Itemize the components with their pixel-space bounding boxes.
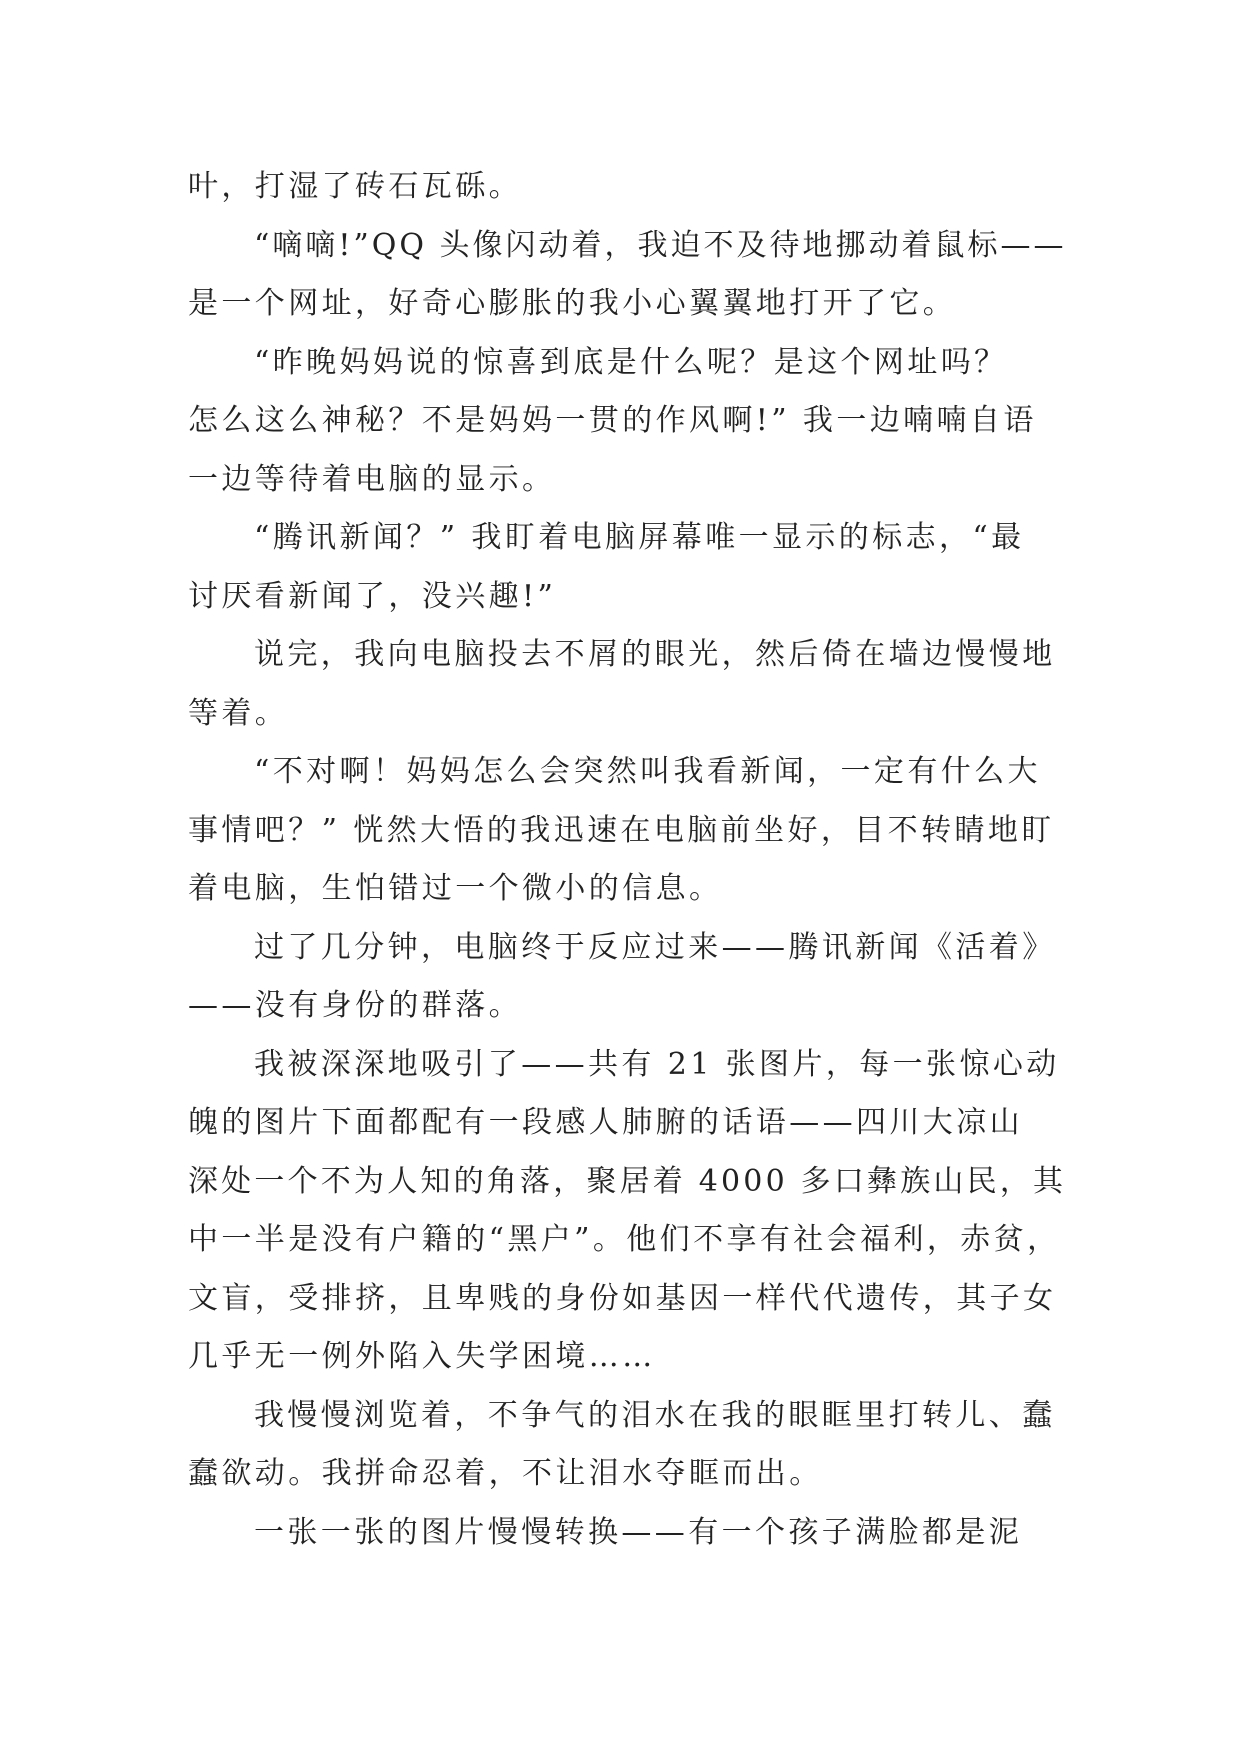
- text-line: 我慢慢浏览着，不争气的泪水在我的眼眶里打转儿、蠢: [254, 1397, 1056, 1433]
- text-line: 叶，打湿了砖石瓦砾。: [188, 169, 522, 204]
- document-body: [188, 158, 1068, 1562]
- text-line: 着电脑，生怕错过一个微小的信息。: [188, 871, 723, 906]
- text-line: 过了几分钟，电脑终于反应过来——腾讯新闻《活着》: [254, 929, 1056, 965]
- text-line: 怎么这么神秘？不是妈妈一贯的作风啊!” 我一边喃喃自语: [188, 403, 1037, 438]
- text-line: 一张一张的图片慢慢转换——有一个孩子满脸都是泥: [254, 1514, 1023, 1550]
- text-line: “腾讯新闻？” 我盯着电脑屏幕唯一显示的标志，“最: [254, 520, 1025, 555]
- text-line: 深处一个不为人知的角落，聚居着 4000 多口彝族山民，其: [188, 1163, 1067, 1199]
- text-line: 事情吧？” 恍然大悟的我迅速在电脑前坐好，目不转睛地盯: [188, 812, 1055, 848]
- text-line: ——没有身份的群落。: [188, 988, 522, 1023]
- text-line: 几乎无一例外陷入失学困境……: [188, 1339, 656, 1374]
- text-line: 说完，我向电脑投去不屑的眼光，然后倚在墙边慢慢地: [254, 637, 1056, 672]
- text-line: 讨厌看新闻了，没兴趣!”: [188, 578, 557, 614]
- text-line: 蠢欲动。我拼命忍着，不让泪水夺眶而出。: [188, 1456, 823, 1491]
- text-line: “嘀嘀!”QQ 头像闪动着，我迫不及待地挪动着鼠标——: [254, 227, 1067, 263]
- text-line: 一边等待着电脑的显示。: [188, 461, 556, 497]
- text-line: 等着。: [188, 695, 289, 731]
- text-line: 中一半是没有户籍的“黑户”。他们不享有社会福利，赤贫，: [188, 1222, 1061, 1257]
- text-line: 文盲，受排挤，且卑贱的身份如基因一样代代遗传，其子女: [188, 1280, 1057, 1316]
- text-line: “不对啊！妈妈怎么会突然叫我看新闻，一定有什么大: [254, 754, 1041, 789]
- text-line: “昨晚妈妈说的惊喜到底是什么呢？是这个网址吗？: [254, 344, 1008, 380]
- text-line: 我被深深地吸引了——共有 21 张图片，每一张惊心动: [254, 1046, 1060, 1082]
- text-line: 是一个网址，好奇心膨胀的我小心翼翼地打开了它。: [188, 286, 957, 321]
- text-line: 魄的图片下面都配有一段感人肺腑的话语——四川大凉山: [188, 1105, 1023, 1140]
